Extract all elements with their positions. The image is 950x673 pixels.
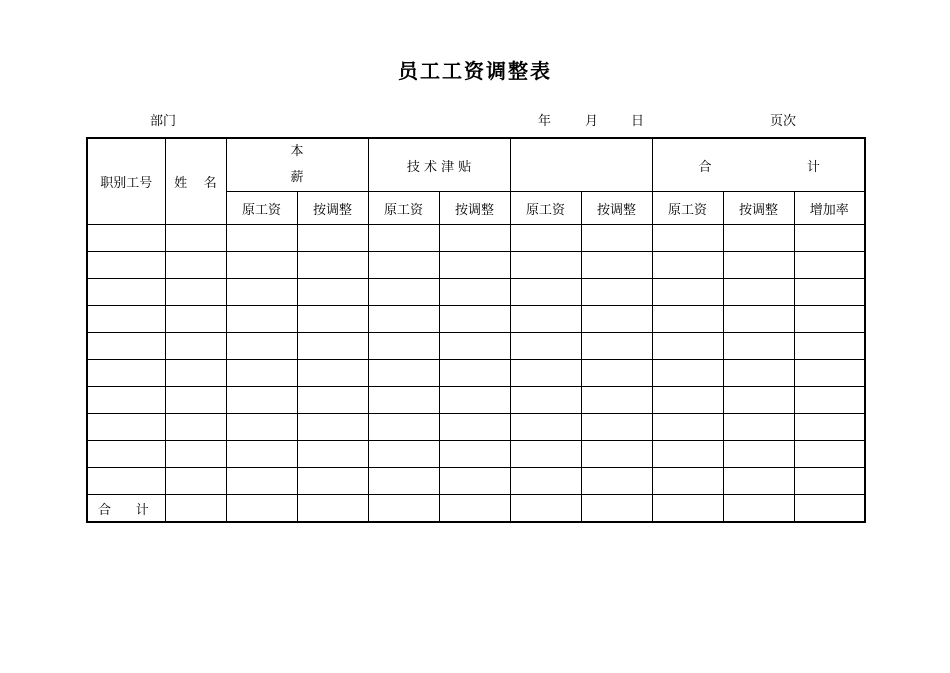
table-cell[interactable] xyxy=(581,225,652,252)
table-cell[interactable] xyxy=(165,360,226,387)
table-cell[interactable] xyxy=(368,333,439,360)
table-cell[interactable] xyxy=(226,468,297,495)
table-row xyxy=(87,387,865,414)
table-cell[interactable] xyxy=(581,252,652,279)
sub-header-adjusted: 按调整 xyxy=(581,192,652,225)
table-cell[interactable] xyxy=(368,414,439,441)
table-cell[interactable] xyxy=(581,468,652,495)
table-cell[interactable] xyxy=(510,225,581,252)
table-cell[interactable] xyxy=(439,387,510,414)
table-cell[interactable] xyxy=(794,468,865,495)
table-cell[interactable] xyxy=(368,360,439,387)
table-cell[interactable] xyxy=(723,441,794,468)
table-cell[interactable] xyxy=(723,252,794,279)
name-header: 姓 名 xyxy=(165,138,226,225)
tech-allowance-header: 技 术 津 贴 xyxy=(368,138,510,192)
total-header-right: 计 xyxy=(807,159,821,175)
table-cell[interactable] xyxy=(226,252,297,279)
table-cell[interactable] xyxy=(652,414,723,441)
total-header-left: 合 xyxy=(698,159,712,175)
table-cell[interactable] xyxy=(510,387,581,414)
table-cell[interactable] xyxy=(510,360,581,387)
employee-id-header: 职别工号 xyxy=(87,138,165,225)
sub-header-original: 原工资 xyxy=(652,192,723,225)
salary-adjustment-table xyxy=(86,137,866,523)
sub-header-original: 原工资 xyxy=(510,192,581,225)
table-cell[interactable] xyxy=(165,279,226,306)
table-cell[interactable] xyxy=(581,306,652,333)
table-row xyxy=(87,279,865,306)
table-cell[interactable] xyxy=(581,414,652,441)
table-row xyxy=(87,306,865,333)
table-cell[interactable] xyxy=(723,414,794,441)
table-cell[interactable] xyxy=(297,252,368,279)
table-cell[interactable] xyxy=(439,333,510,360)
department-label: 部门 xyxy=(150,114,177,129)
table-cell[interactable] xyxy=(439,279,510,306)
table-cell[interactable] xyxy=(439,468,510,495)
table-cell[interactable] xyxy=(723,360,794,387)
table-row xyxy=(87,360,865,387)
sub-header-adjusted: 按调整 xyxy=(297,192,368,225)
base-salary-header-top: 本 xyxy=(290,144,304,159)
total-group-header xyxy=(652,138,865,192)
total-row xyxy=(87,495,865,523)
table-cell[interactable] xyxy=(652,495,723,523)
table-cell[interactable] xyxy=(510,495,581,523)
table-cell[interactable] xyxy=(723,306,794,333)
table-cell[interactable] xyxy=(439,360,510,387)
sub-header-increase-rate: 增加率 xyxy=(794,192,865,225)
table-cell[interactable] xyxy=(794,306,865,333)
table-cell[interactable] xyxy=(652,387,723,414)
table-cell[interactable] xyxy=(723,279,794,306)
table-cell[interactable] xyxy=(510,306,581,333)
table-cell[interactable] xyxy=(226,360,297,387)
table-cell[interactable] xyxy=(368,225,439,252)
table-cell[interactable] xyxy=(368,252,439,279)
table-cell[interactable] xyxy=(226,441,297,468)
month-label: 月 xyxy=(585,114,599,129)
table-cell[interactable] xyxy=(87,225,165,252)
table-cell[interactable] xyxy=(439,306,510,333)
table-cell[interactable] xyxy=(226,306,297,333)
table-cell[interactable] xyxy=(439,414,510,441)
table-cell[interactable] xyxy=(87,252,165,279)
table-cell[interactable] xyxy=(368,387,439,414)
table-cell[interactable] xyxy=(226,279,297,306)
table-row xyxy=(87,333,865,360)
table-cell[interactable] xyxy=(652,225,723,252)
sub-header-original: 原工资 xyxy=(368,192,439,225)
table-cell[interactable] xyxy=(723,468,794,495)
table-cell[interactable] xyxy=(165,252,226,279)
table-cell[interactable] xyxy=(723,225,794,252)
table-cell[interactable] xyxy=(297,279,368,306)
table-cell[interactable] xyxy=(165,441,226,468)
table-cell[interactable] xyxy=(87,441,165,468)
table-cell[interactable] xyxy=(510,414,581,441)
table-cell[interactable] xyxy=(439,225,510,252)
table-cell[interactable] xyxy=(510,333,581,360)
table-cell[interactable] xyxy=(165,387,226,414)
table-cell[interactable] xyxy=(794,360,865,387)
table-cell[interactable] xyxy=(652,360,723,387)
table-cell[interactable] xyxy=(439,495,510,523)
table-cell[interactable] xyxy=(165,495,226,523)
table-cell[interactable] xyxy=(297,306,368,333)
table-cell[interactable] xyxy=(165,468,226,495)
table-cell[interactable] xyxy=(723,333,794,360)
table-cell[interactable] xyxy=(794,225,865,252)
sub-header-adjusted: 按调整 xyxy=(723,192,794,225)
base-salary-header-bottom: 薪 xyxy=(290,170,304,185)
table-cell[interactable] xyxy=(581,279,652,306)
table-cell[interactable] xyxy=(652,279,723,306)
table-cell[interactable] xyxy=(723,387,794,414)
sub-header-original: 原工资 xyxy=(226,192,297,225)
table-cell[interactable] xyxy=(510,468,581,495)
sub-header-adjusted: 按调整 xyxy=(439,192,510,225)
table-cell[interactable] xyxy=(87,468,165,495)
base-salary-header xyxy=(226,138,368,192)
table-cell[interactable] xyxy=(794,333,865,360)
table-cell[interactable] xyxy=(581,360,652,387)
table-cell[interactable] xyxy=(87,387,165,414)
table-cell[interactable] xyxy=(87,279,165,306)
table-cell[interactable] xyxy=(297,441,368,468)
table-cell[interactable] xyxy=(297,360,368,387)
blank-group-header xyxy=(510,138,652,192)
table-cell[interactable] xyxy=(794,252,865,279)
table-cell[interactable] xyxy=(165,306,226,333)
table-cell[interactable] xyxy=(165,414,226,441)
table-cell[interactable] xyxy=(510,279,581,306)
table-cell[interactable] xyxy=(368,306,439,333)
table-cell[interactable] xyxy=(652,252,723,279)
table-cell[interactable] xyxy=(581,441,652,468)
table-row xyxy=(87,468,865,495)
table-cell[interactable] xyxy=(439,441,510,468)
table-row xyxy=(87,225,865,252)
table-cell[interactable] xyxy=(297,495,368,523)
table-cell[interactable] xyxy=(87,360,165,387)
table-cell[interactable] xyxy=(165,333,226,360)
table-cell[interactable] xyxy=(794,387,865,414)
table-cell[interactable] xyxy=(368,279,439,306)
table-cell[interactable] xyxy=(510,441,581,468)
data-rows xyxy=(87,225,865,495)
table-row xyxy=(87,252,865,279)
table-cell[interactable] xyxy=(652,441,723,468)
table-cell[interactable] xyxy=(297,414,368,441)
table-cell[interactable] xyxy=(87,414,165,441)
table-cell[interactable] xyxy=(439,252,510,279)
table-row xyxy=(87,414,865,441)
page-number-label: 页次 xyxy=(770,114,797,129)
year-label: 年 xyxy=(538,114,552,129)
table-cell[interactable] xyxy=(297,333,368,360)
table-cell[interactable] xyxy=(510,252,581,279)
table-cell[interactable] xyxy=(794,279,865,306)
table-cell[interactable] xyxy=(368,495,439,523)
table-cell[interactable] xyxy=(297,468,368,495)
table-cell[interactable] xyxy=(581,495,652,523)
header-row-top xyxy=(87,138,865,192)
total-row-label: 合 计 xyxy=(87,495,165,523)
table-cell[interactable] xyxy=(297,387,368,414)
table-cell[interactable] xyxy=(226,387,297,414)
table-row xyxy=(87,441,865,468)
table-cell[interactable] xyxy=(581,333,652,360)
table-cell[interactable] xyxy=(165,225,226,252)
table-cell[interactable] xyxy=(368,441,439,468)
table-cell[interactable] xyxy=(794,495,865,523)
table-cell[interactable] xyxy=(226,225,297,252)
table-cell[interactable] xyxy=(226,414,297,441)
table-cell[interactable] xyxy=(652,306,723,333)
table-cell[interactable] xyxy=(794,414,865,441)
table-cell[interactable] xyxy=(87,333,165,360)
table-cell[interactable] xyxy=(226,333,297,360)
table-cell[interactable] xyxy=(226,495,297,523)
table-cell[interactable] xyxy=(794,441,865,468)
table-cell[interactable] xyxy=(652,333,723,360)
table-cell[interactable] xyxy=(297,225,368,252)
document-title: 员工工资调整表 xyxy=(398,59,552,83)
table-cell[interactable] xyxy=(723,495,794,523)
table-cell[interactable] xyxy=(581,387,652,414)
day-label: 日 xyxy=(631,114,645,129)
table-cell[interactable] xyxy=(87,306,165,333)
table-cell[interactable] xyxy=(652,468,723,495)
table-cell[interactable] xyxy=(368,468,439,495)
